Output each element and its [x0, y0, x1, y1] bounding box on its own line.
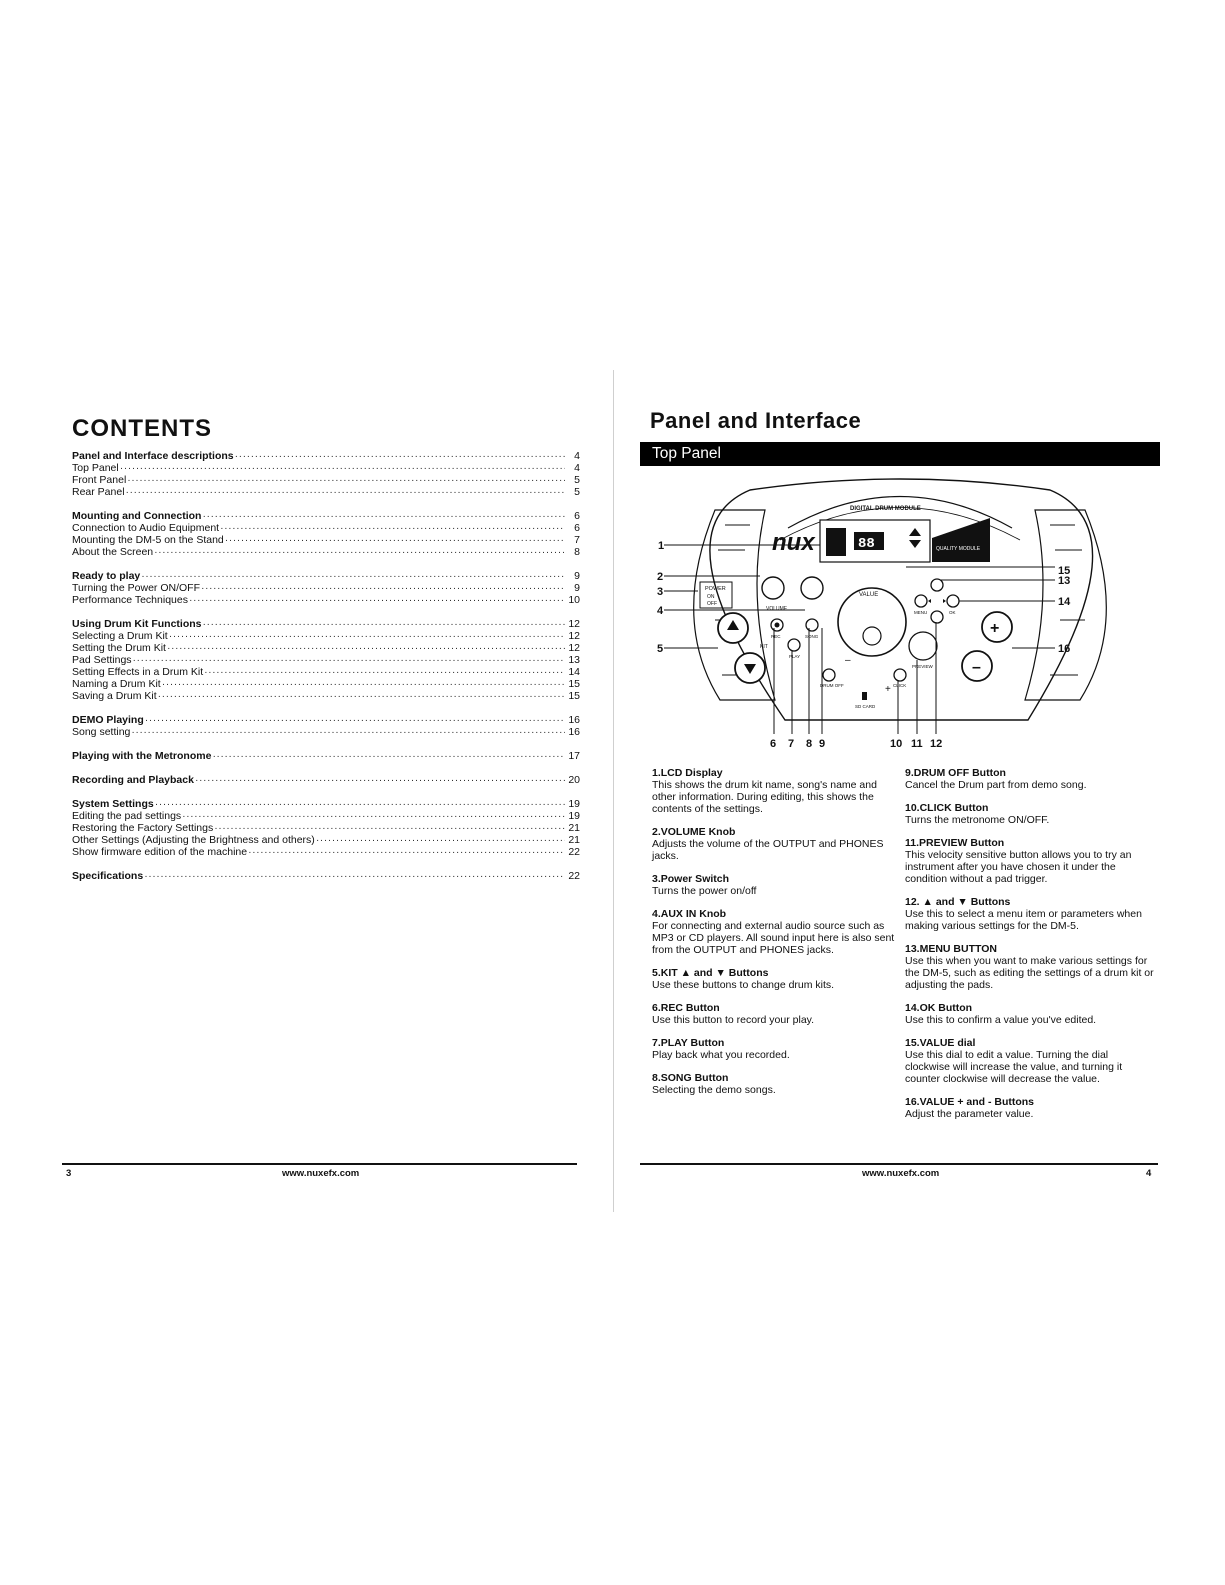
description-title: 14.OK Button [905, 1002, 973, 1014]
toc-section-heading[interactable] [72, 570, 580, 582]
description-item [652, 873, 902, 897]
toc-entry[interactable] [72, 834, 580, 846]
description-title: 8.SONG Button [652, 1072, 729, 1084]
description-body: For connecting and external audio source such as MP3 or CD players. All sound input here is also sent from the OUTPUT and PHONES jacks. [652, 920, 895, 956]
toc-page-number: 20 [568, 774, 580, 786]
toc-entry[interactable] [72, 846, 580, 858]
toc-page-number: 16 [568, 726, 580, 738]
toc-label: Selecting a Drum Kit [72, 630, 168, 642]
toc-label: Mounting the DM-5 on the Stand [72, 534, 224, 546]
description-body: Use this dial to edit a value. Turning the dial clockwise will increase the value, and turning it counter clockwise will decrease the value. [905, 1049, 1123, 1085]
toc-entry[interactable] [72, 534, 580, 546]
toc-label: Restoring the Factory Settings [72, 822, 214, 834]
toc-page-number: 12 [568, 618, 580, 630]
toc-section-heading[interactable] [72, 714, 580, 726]
toc-section-heading[interactable] [72, 870, 580, 882]
toc-label: Ready to play [72, 570, 141, 582]
description-item [652, 1037, 902, 1061]
toc-page-number: 12 [568, 630, 580, 642]
toc-leader-dots [189, 594, 565, 606]
toc-leader-dots [235, 450, 565, 462]
toc-page-number: 5 [574, 474, 580, 486]
callout-13: 13 [1058, 575, 1071, 587]
description-item [905, 896, 1155, 932]
toc-page-number: 19 [568, 798, 580, 810]
description-body: Adjust the parameter value. [905, 1108, 1034, 1120]
callout-10: 10 [890, 738, 903, 750]
toc-label: Editing the pad settings [72, 810, 182, 822]
callout-6: 6 [770, 738, 777, 750]
toc-leader-dots [126, 486, 565, 498]
toc-section-heading[interactable] [72, 750, 580, 762]
svg-text:SONG: SONG [805, 634, 819, 639]
toc-page-number: 7 [574, 534, 580, 546]
svg-text:POWER: POWER [705, 586, 726, 592]
toc-label: Recording and Playback [72, 774, 194, 786]
toc-page-number: 9 [574, 570, 580, 582]
callout-9: 9 [819, 738, 826, 750]
svg-text:DRUM OFF: DRUM OFF [820, 683, 844, 688]
toc-entry[interactable] [72, 522, 580, 534]
toc-leader-dots [167, 642, 565, 654]
toc-label: Saving a Drum Kit [72, 690, 157, 702]
svg-text:+: + [885, 684, 891, 695]
description-title: 16.VALUE + and - Buttons [905, 1096, 1035, 1108]
toc-section-heading[interactable] [72, 450, 580, 462]
section-bar-label: Top Panel [652, 445, 721, 462]
toc-leader-dots [133, 654, 565, 666]
description-body: Turns the power on/off [652, 885, 757, 897]
toc-page-number: 13 [568, 654, 580, 666]
toc-label: Naming a Drum Kit [72, 678, 161, 690]
toc-entry[interactable] [72, 582, 580, 594]
svg-text:OFF: OFF [707, 601, 717, 607]
svg-text:+: + [990, 620, 1000, 637]
toc-label: System Settings [72, 798, 154, 810]
toc-page-number: 21 [568, 822, 580, 834]
toc-leader-dots [214, 822, 565, 834]
toc-leader-dots [169, 630, 565, 642]
description-title: 15.VALUE dial [905, 1037, 976, 1049]
preview-button [909, 632, 937, 660]
toc-leader-dots [316, 834, 565, 846]
description-title: 4.AUX IN Knob [652, 908, 727, 920]
toc-page-number: 5 [574, 486, 580, 498]
toc-gap [72, 558, 580, 570]
toc-entry[interactable] [72, 642, 580, 654]
toc-leader-dots [141, 570, 565, 582]
description-title: 6.REC Button [652, 1002, 720, 1014]
toc-label: Top Panel [72, 462, 119, 474]
callout-8: 8 [806, 738, 813, 750]
description-title: 1.LCD Display [652, 767, 723, 779]
toc-label: About the Screen [72, 546, 154, 558]
toc-page-number: 22 [568, 846, 580, 858]
svg-text:KIT: KIT [760, 644, 768, 650]
toc-page-number: 4 [574, 450, 580, 462]
svg-text:SD CARD: SD CARD [855, 704, 876, 709]
toc-page-number: 12 [568, 642, 580, 654]
description-body: Play back what you recorded. [652, 1049, 790, 1061]
toc-leader-dots [127, 474, 565, 486]
description-item [905, 1096, 1155, 1120]
toc-label: Setting Effects in a Drum Kit [72, 666, 204, 678]
page-divider [613, 370, 614, 1212]
toc-label: Specifications [72, 870, 144, 882]
page-number-right: 4 [1146, 1168, 1152, 1179]
toc-leader-dots [203, 618, 566, 630]
description-column-left [652, 767, 902, 1107]
description-body: Turns the metronome ON/OFF. [905, 814, 1050, 826]
svg-text:CLICK: CLICK [893, 683, 907, 688]
description-item [652, 826, 902, 862]
toc-page-number: 19 [568, 810, 580, 822]
toc-leader-dots [248, 846, 565, 858]
nav-down-button [931, 611, 943, 623]
toc-label: Song setting [72, 726, 131, 738]
description-item [905, 1002, 1155, 1026]
description-item [652, 1072, 902, 1096]
toc-entry[interactable] [72, 486, 580, 498]
svg-text:MENU: MENU [914, 610, 928, 615]
top-panel-diagram [640, 470, 1160, 760]
toc-leader-dots [195, 774, 565, 786]
toc-page-number: 16 [568, 714, 580, 726]
page-title: Panel and Interface [650, 408, 862, 433]
sd-card-slot [862, 692, 867, 700]
toc-leader-dots [182, 810, 565, 822]
toc-gap [72, 762, 580, 774]
description-item [652, 967, 902, 991]
callout-1: 1 [658, 540, 665, 552]
footer-rule-left [62, 1163, 577, 1165]
description-item [905, 943, 1155, 991]
description-body: Use this when you want to make various settings for the DM-5, such as editing the settings of a drum kit or adjusting the pads. [905, 955, 1154, 991]
svg-text:PREVIEW: PREVIEW [912, 664, 933, 669]
description-body: Use these buttons to change drum kits. [652, 979, 835, 991]
toc-leader-dots [212, 750, 565, 762]
toc-entry[interactable] [72, 594, 580, 606]
description-body: Use this to confirm a value you've edited. [905, 1014, 1097, 1026]
description-body: Cancel the Drum part from demo song. [905, 779, 1087, 791]
description-body: Adjusts the volume of the OUTPUT and PHONES jacks. [652, 838, 884, 862]
toc-label: Show firmware edition of the machine [72, 846, 248, 858]
toc-leader-dots [201, 582, 565, 594]
toc-page-number: 6 [574, 510, 580, 522]
toc-leader-dots [202, 510, 565, 522]
description-title: 9.DRUM OFF Button [905, 767, 1006, 779]
song-button [806, 619, 818, 631]
toc-leader-dots [155, 798, 565, 810]
toc-leader-dots [131, 726, 565, 738]
callout-12: 12 [930, 738, 943, 750]
callout-16: 16 [1058, 643, 1071, 655]
volume-knob [762, 577, 784, 599]
toc-label: Other Settings (Adjusting the Brightness and others) [72, 834, 315, 846]
toc-page-number: 6 [574, 522, 580, 534]
toc-entry[interactable] [72, 654, 580, 666]
description-title: 5.KIT ▲ and ▼ Buttons [652, 967, 769, 979]
footer-rule-right [640, 1163, 1158, 1165]
description-item [905, 802, 1155, 826]
toc-gap [72, 606, 580, 618]
toc-label: Setting the Drum Kit [72, 642, 166, 654]
svg-text:ON: ON [707, 594, 715, 600]
ok-button [947, 595, 959, 607]
toc-section-heading[interactable] [72, 798, 580, 810]
toc-entry[interactable] [72, 822, 580, 834]
description-title: 10.CLICK Button [905, 802, 989, 814]
toc-page-number: 8 [574, 546, 580, 558]
footer-url-right[interactable]: www.nuxefx.com [862, 1168, 940, 1179]
lcd-digits: 88 [858, 536, 875, 552]
toc-page-number: 10 [568, 594, 580, 606]
toc-entry[interactable] [72, 726, 580, 738]
drum-off-button [823, 669, 835, 681]
toc-label: Mounting and Connection [72, 510, 202, 522]
toc-leader-dots [204, 666, 565, 678]
toc-label: Turning the Power ON/OFF [72, 582, 200, 594]
callout-14: 14 [1058, 596, 1071, 608]
toc-section-heading[interactable] [72, 618, 580, 630]
description-column-right [905, 767, 1155, 1131]
description-body: Selecting the demo songs. [652, 1084, 776, 1096]
svg-text:REC: REC [771, 634, 781, 639]
svg-text:VALUE: VALUE [859, 592, 879, 598]
svg-text:VOLUME: VOLUME [766, 606, 788, 612]
nav-up-button [931, 579, 943, 591]
footer-url-left[interactable]: www.nuxefx.com [282, 1168, 360, 1179]
description-title: 7.PLAY Button [652, 1037, 725, 1049]
description-body: Use this button to record your play. [652, 1014, 815, 1026]
toc-gap [72, 786, 580, 798]
description-item [652, 767, 902, 815]
page-number-left: 3 [66, 1168, 72, 1179]
brand-triangle [932, 518, 990, 562]
toc-entry[interactable] [72, 630, 580, 642]
toc-page-number: 14 [568, 666, 580, 678]
menu-button [915, 595, 927, 607]
description-body: This velocity sensitive button allows you to try an instrument after you have chosen it under the condition without a pad trigger. [905, 849, 1132, 885]
nux-logo: nux [772, 529, 815, 556]
toc-label: Panel and Interface descriptions [72, 450, 234, 462]
toc-label: Performance Techniques [72, 594, 188, 606]
toc-entry[interactable] [72, 810, 580, 822]
description-title: 12. ▲ and ▼ Buttons [905, 896, 1011, 908]
module-label: DIGITAL DRUM MODULE [850, 506, 921, 512]
callout-7: 7 [788, 738, 795, 750]
toc-entry[interactable] [72, 474, 580, 486]
aux-in-knob [801, 577, 823, 599]
toc-gap [72, 702, 580, 714]
svg-text:QUALITY MODULE: QUALITY MODULE [936, 546, 981, 552]
svg-text:OK: OK [949, 610, 956, 615]
toc-leader-dots [162, 678, 565, 690]
callout-5: 5 [657, 643, 664, 655]
description-title: 2.VOLUME Knob [652, 826, 736, 838]
callout-2: 2 [657, 571, 664, 583]
description-body: Use this to select a menu item or parameters when making various settings for the DM-5. [905, 908, 1142, 932]
toc-leader-dots [144, 870, 565, 882]
toc-label: Using Drum Kit Functions [72, 618, 202, 630]
toc-label: Front Panel [72, 474, 127, 486]
description-item [652, 908, 902, 956]
toc-section-heading[interactable] [72, 510, 580, 522]
toc-page-number: 21 [568, 834, 580, 846]
callout-11: 11 [911, 738, 923, 750]
toc-entry[interactable] [72, 546, 580, 558]
toc-leader-dots [158, 690, 565, 702]
toc-entry[interactable] [72, 678, 580, 690]
toc-page-number: 15 [568, 678, 580, 690]
callout-3: 3 [657, 586, 664, 598]
description-item [905, 1037, 1155, 1085]
callout-4: 4 [657, 605, 664, 617]
toc-page-number: 22 [568, 870, 580, 882]
toc-page-number: 9 [574, 582, 580, 594]
toc-leader-dots [120, 462, 565, 474]
value-dial [838, 588, 906, 656]
toc-leader-dots [154, 546, 565, 558]
description-item [905, 837, 1155, 885]
description-title: 11.PREVIEW Button [905, 837, 1005, 849]
description-title: 13.MENU BUTTON [905, 943, 997, 955]
svg-text:–: – [972, 659, 981, 676]
toc-leader-dots [145, 714, 565, 726]
toc-gap [72, 738, 580, 750]
toc-label: Connection to Audio Equipment [72, 522, 220, 534]
click-button [894, 669, 906, 681]
description-item [652, 1002, 902, 1026]
toc-label: Playing with the Metronome [72, 750, 212, 762]
toc-page-number: 4 [574, 462, 580, 474]
toc-label: Rear Panel [72, 486, 125, 498]
toc-label: Pad Settings [72, 654, 132, 666]
contents-title: CONTENTS [72, 415, 212, 442]
toc-gap [72, 498, 580, 510]
toc-page-number: 17 [568, 750, 580, 762]
description-title: 3.Power Switch [652, 873, 730, 885]
svg-text:–: – [845, 655, 851, 666]
description-body: This shows the drum kit name, song's name and other information. During editing, this shows the contents of the settings. [652, 779, 877, 815]
callout-15: 15 [1058, 565, 1071, 577]
toc-leader-dots [225, 534, 565, 546]
toc-entry[interactable] [72, 690, 580, 702]
toc-gap [72, 858, 580, 870]
toc-entry[interactable] [72, 666, 580, 678]
toc-page-number: 15 [568, 690, 580, 702]
table-of-contents [72, 450, 580, 882]
play-button [788, 639, 800, 651]
svg-text:PLAY: PLAY [789, 654, 801, 659]
description-item [905, 767, 1155, 791]
section-bar [640, 442, 1160, 466]
toc-entry[interactable] [72, 462, 580, 474]
toc-leader-dots [220, 522, 565, 534]
toc-label: DEMO Playing [72, 714, 144, 726]
toc-section-heading[interactable] [72, 774, 580, 786]
